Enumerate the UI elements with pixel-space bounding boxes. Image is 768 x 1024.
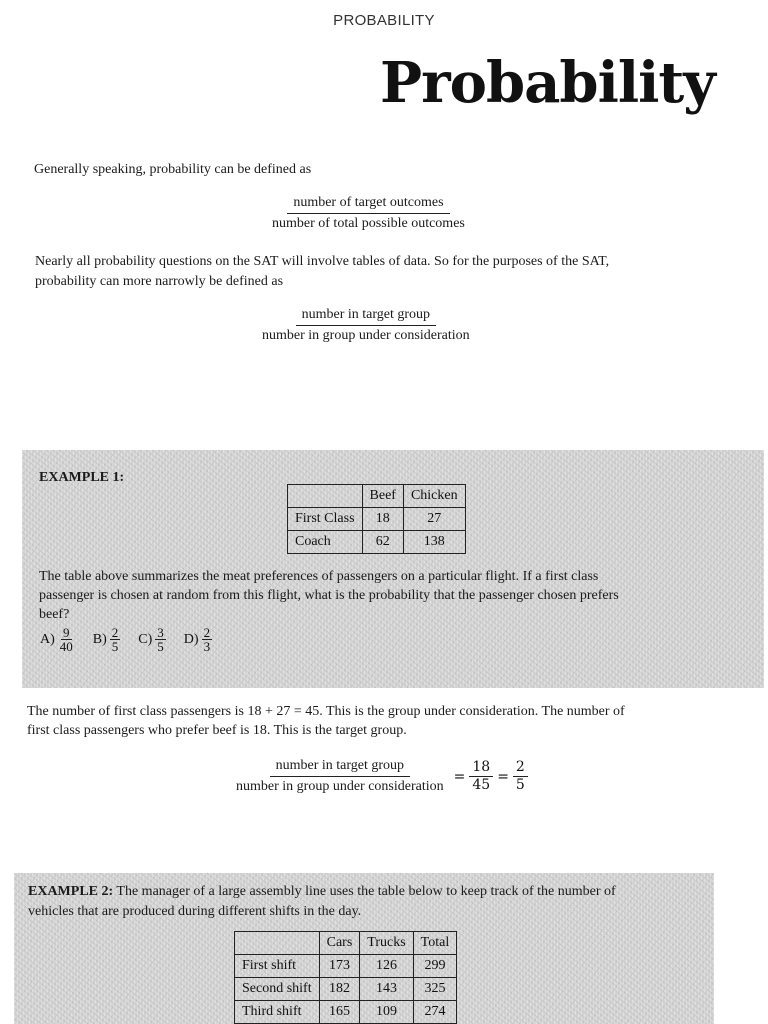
fraction-groups <box>256 303 476 344</box>
table-row <box>288 508 466 531</box>
solution1-line-2: first class passengers who prefer beef is 18. This is the target group. <box>27 723 407 738</box>
option-numerator: 9 <box>63 625 70 640</box>
table-row <box>235 1001 457 1024</box>
fraction-numerator: number of target outcomes <box>287 195 449 214</box>
table-cell: 182 <box>319 978 360 1001</box>
result-numerator: 2 <box>513 759 528 777</box>
table-row-header: Third shift <box>235 1001 320 1024</box>
table-header-cell <box>288 485 363 508</box>
example1-question-line-2: passenger is chosen at random from this flight, what is the probability that the passenger chosen prefers <box>39 588 619 603</box>
table-cell: 274 <box>413 1001 457 1024</box>
example1-box <box>22 450 764 688</box>
table-cell: 165 <box>319 1001 360 1024</box>
fraction-numerator: number in target group <box>296 307 436 326</box>
option-label: C) <box>138 631 153 647</box>
table-cell: 299 <box>413 955 457 978</box>
example2-label: EXAMPLE 2: <box>28 884 114 899</box>
option-label: A) <box>40 631 55 647</box>
table-cell: 143 <box>360 978 413 1001</box>
table-cell: 27 <box>403 508 465 531</box>
example2-text-line-1 <box>28 882 616 901</box>
fraction-denominator: number in group under consideration <box>262 328 470 343</box>
option-denominator: 3 <box>203 639 211 654</box>
option-numerator: 3 <box>157 625 164 640</box>
table-row-header: Coach <box>288 531 363 554</box>
table-cell: 126 <box>360 955 413 978</box>
table-row <box>235 955 457 978</box>
solution1-line-1: The number of first class passengers is 18 + 27 = 45. This is the group under consideration. The number of <box>27 704 625 719</box>
table-row <box>288 531 466 554</box>
option-numerator: 2 <box>203 625 211 640</box>
option-label: D) <box>183 631 199 647</box>
example2-text: The manager of a large assembly line uses the table below to keep track of the number of <box>113 884 616 899</box>
option-b[interactable] <box>93 626 121 653</box>
table-cell: 109 <box>360 1001 413 1024</box>
fraction-denominator: number of total possible outcomes <box>272 216 465 231</box>
table-header-cell: Cars <box>319 932 360 955</box>
option-numerator: 2 <box>111 625 119 640</box>
table-cell: 138 <box>403 531 465 554</box>
solution1-equation <box>230 758 528 795</box>
intro-line-1: Generally speaking, probability can be defined as <box>34 162 312 177</box>
table-header-row <box>235 932 457 955</box>
intro-para2-line-2: probability can more narrowly be defined as <box>35 274 284 289</box>
table-row <box>235 978 457 1001</box>
intro-para2-line-1: Nearly all probability questions on the SAT will involve tables of data. So for the purposes of the SAT, <box>35 254 610 269</box>
table-cell: 62 <box>362 531 403 554</box>
table-row-header: Second shift <box>235 978 320 1001</box>
fraction-outcomes <box>266 191 471 232</box>
option-a[interactable] <box>40 626 75 653</box>
equals-sign: = <box>497 768 509 785</box>
example1-table-wrap <box>287 484 466 554</box>
result-denominator: 45 <box>472 777 491 793</box>
option-label: B) <box>92 631 107 647</box>
example1-question-line-1: The table above summarizes the meat preferences of passengers on a particular flight. If a first class <box>39 569 599 584</box>
table-cell: 173 <box>319 955 360 978</box>
table-header-cell: Trucks <box>360 932 413 955</box>
result-denominator: 5 <box>515 777 525 793</box>
example2-text-line-2: vehicles that are produced during different shifts in the day. <box>28 904 362 919</box>
fraction-denominator: number in group under consideration <box>236 779 444 794</box>
table-header-cell <box>235 932 320 955</box>
example2-box <box>14 873 714 1024</box>
option-d[interactable] <box>184 626 212 653</box>
table-header-cell: Total <box>413 932 457 955</box>
table-cell: 325 <box>413 978 457 1001</box>
page-title: Probability <box>380 50 715 116</box>
option-denominator: 5 <box>157 639 164 654</box>
table-header-cell: Beef <box>362 485 403 508</box>
table-row-header: First Class <box>288 508 363 531</box>
table-row-header: First shift <box>235 955 320 978</box>
table-header-cell: Chicken <box>403 485 465 508</box>
example1-options <box>40 626 230 653</box>
table-cell: 18 <box>362 508 403 531</box>
fraction-numerator: number in target group <box>270 758 410 777</box>
option-c[interactable] <box>138 626 166 653</box>
running-header: PROBABILITY <box>333 12 435 29</box>
equals-sign: = <box>453 768 466 785</box>
option-denominator: 5 <box>111 639 119 654</box>
option-denominator: 40 <box>59 639 73 654</box>
example1-question-line-3: beef? <box>39 607 70 622</box>
result-numerator: 18 <box>469 759 493 777</box>
example1-table <box>287 484 466 554</box>
example2-table <box>234 931 457 1024</box>
example2-table-wrap <box>234 931 457 1024</box>
example1-label: EXAMPLE 1: <box>39 470 125 485</box>
table-header-row <box>288 485 466 508</box>
